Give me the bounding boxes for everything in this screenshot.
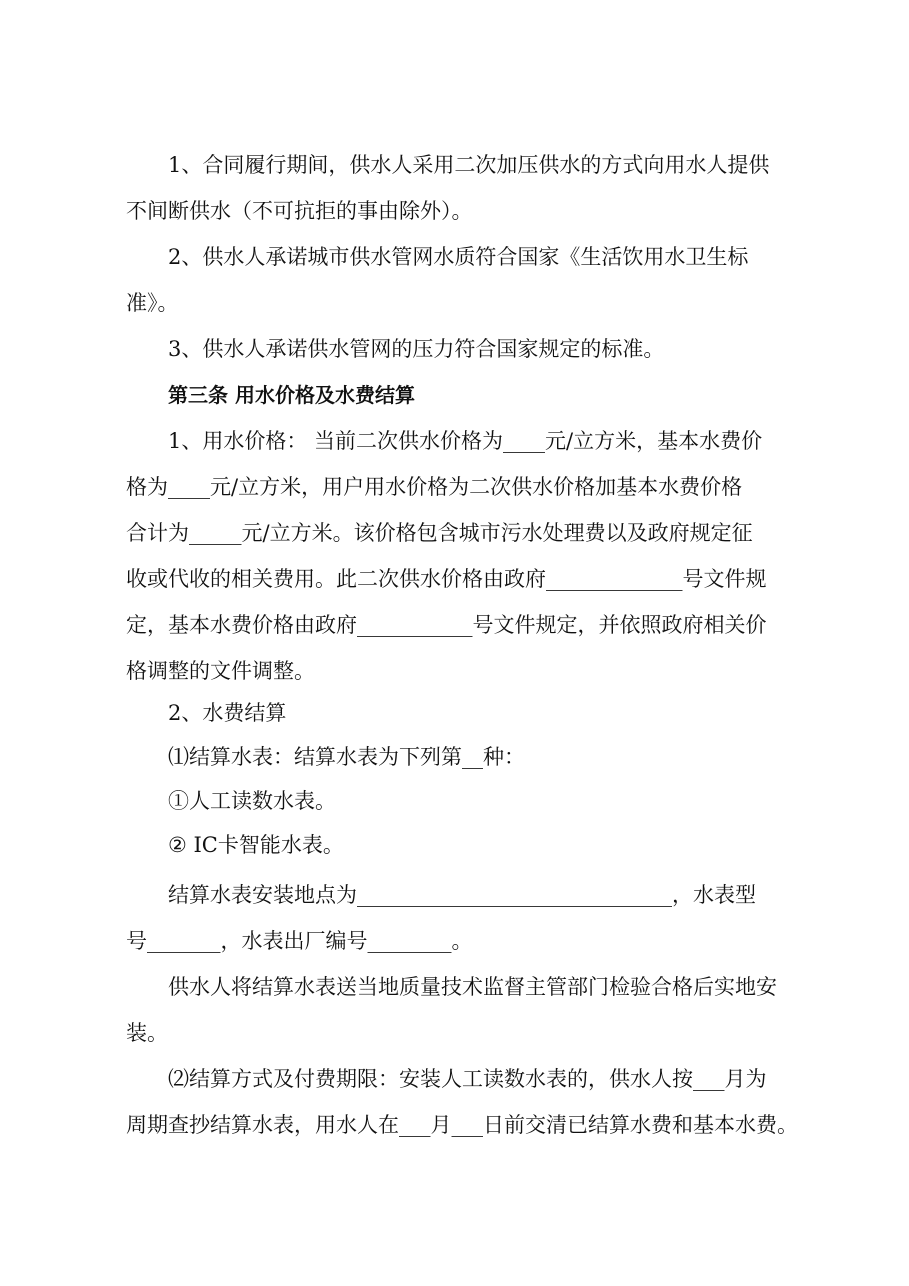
inspect-line-2: 装。 xyxy=(126,1021,168,1045)
meter-option-1: ①人工读数水表。 xyxy=(168,789,336,813)
payment-line-2: 周期查抄结算水表，用水人在___月___日前交清已结算水费和基本水费。 xyxy=(126,1113,798,1137)
meter-title: ⑴结算水表：结算水表为下列第__种： xyxy=(168,745,525,769)
price-line-6: 格调整的文件调整。 xyxy=(126,659,315,683)
clause-2-line-2: 准》。 xyxy=(126,291,179,315)
settlement-title: 2、水费结算 xyxy=(168,701,287,725)
install-line-2: 号_______，水表出厂编号________。 xyxy=(126,929,473,953)
inspect-line-1: 供水人将结算水表送当地质量技术监督主管部门检验合格后实地安 xyxy=(168,975,777,999)
clause-3: 3、供水人承诺供水管网的压力符合国家规定的标准。 xyxy=(168,337,665,361)
meter-option-2: ② IC卡智能水表。 xyxy=(168,833,344,857)
payment-line-1: ⑵结算方式及付费期限：安装人工读数水表的，供水人按___月为 xyxy=(168,1067,767,1091)
clause-2-line-1: 2、供水人承诺城市供水管网水质符合国家《生活饮用水卫生标 xyxy=(168,245,749,269)
price-line-3: 合计为_____元/立方米。该价格包含城市污水处理费以及政府规定征 xyxy=(126,521,753,545)
price-line-5: 定，基本水费价格由政府___________号文件规定，并依照政府相关价 xyxy=(126,613,767,637)
clause-1-line-2: 不间断供水（不可抗拒的事由除外）。 xyxy=(126,199,473,223)
section-heading: 第三条 用水价格及水费结算 xyxy=(168,383,415,407)
clause-1-line-1: 1、合同履行期间，供水人采用二次加压供水的方式向用水人提供 xyxy=(168,153,770,177)
install-line-1: 结算水表安装地点为______________________________，水表型 xyxy=(168,883,756,907)
price-line-4: 收或代收的相关费用。此二次供水价格由政府_____________号文件规 xyxy=(126,567,767,591)
price-line-2: 格为____元/立方米，用户用水价格为二次供水价格加基本水费价格 xyxy=(126,475,743,499)
price-line-1: 1、用水价格： 当前二次供水价格为____元/立方米，基本水费价 xyxy=(168,429,763,453)
